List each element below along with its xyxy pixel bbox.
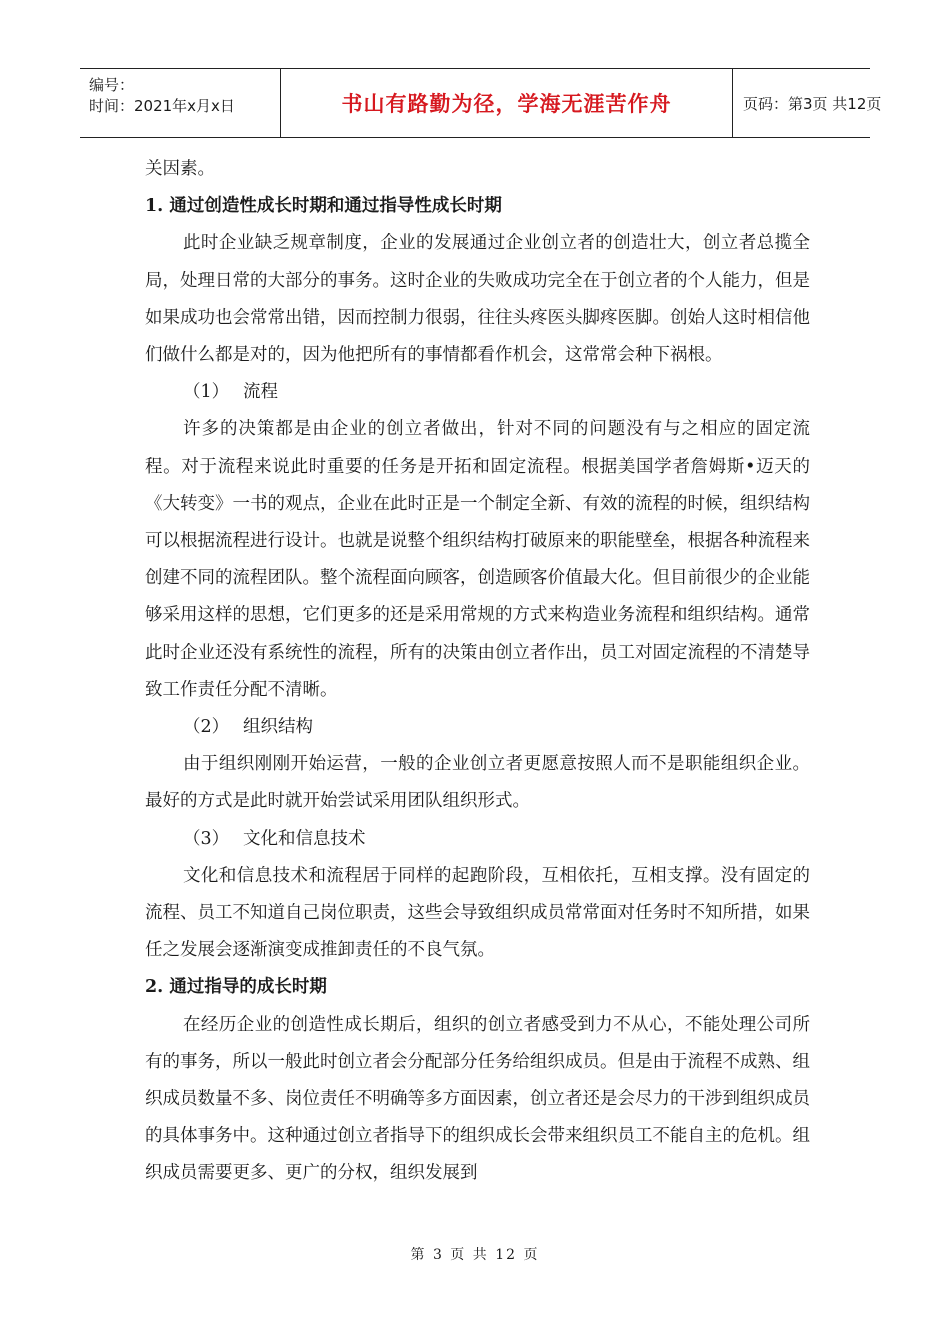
page-footer: 第 3 页 共 12 页 (410, 1247, 540, 1263)
subsection-3-number: （3） (183, 828, 230, 849)
header-meta (80, 69, 280, 137)
section-1-heading: 1. 通过创造性成长时期和通过指导性成长时期 (145, 196, 502, 217)
section-2-paragraph: 在经历企业的创造性成长期后，组织的创立者感受到力不从心，不能处理公司所有的事务，所以一般此时创立者会分配部分任务给组织成员。但是由于流程不成熟、组织成员数量不多、岗位责任不明确等多方面因素，创立者还是会尽力的干涉到组织成员的具体事务中。这种通过创立者指导下的组织成长会带来组织员工不能自主的危机。组织成员需要更多、更广的分权，组织发展到 (145, 1014, 810, 1184)
intro-tail-text: 关因素。 (145, 159, 215, 179)
document-body (145, 151, 810, 1193)
subsection-2-paragraph: 由于组织刚刚开始运营，一般的企业创立者更愿意按照人而不是职能组织企业。最好的方式是此时就开始尝试采用团队组织形式。 (145, 754, 810, 812)
subsection-2-title: 组织结构 (243, 717, 313, 738)
document-header (80, 68, 882, 138)
section-1-paragraph: 此时企业缺乏规章制度，企业的发展通过企业创立者的创造壮大，创立者总揽全局，处理日常的大部分的事务。这时企业的失败成功完全在于创立者的个人能力，但是如果成功也会常常出错，因而控制力很弱，往往头疼医头脚疼医脚。创始人这时相信他们做什么都是对的，因为他把所有的事情都看作机会，这常常会种下祸根。 (145, 233, 810, 366)
subsection-1-number: （1） (183, 382, 230, 403)
section-2-heading: 2. 通过指导的成长时期 (145, 977, 327, 998)
header-number-label: 编号： (89, 76, 135, 94)
subsection-1-paragraph: 许多的决策都是由企业的创立者做出，针对不同的问题没有与之相应的固定流程。对于流程来说此时重要的任务是开拓和固定流程。根据美国学者詹姆斯•迈天的《大转变》一书的观点，企业在此时正是一个制定全新、有效的流程的时候，组织结构可以根据流程进行设计。也就是说整个组织结构打破原来的职能壁垒，根据各种流程来创建不同的流程团队。整个流程面向顾客，创造顾客价值最大化。但目前很少的企业能够采用这样的思想，它们更多的还是采用常规的方式来构造业务流程和组织结构。通常此时企业还没有系统性的流程，所有的决策由创立者作出，员工对固定流程的不清楚导致工作责任分配不清晰。 (145, 419, 810, 700)
subsection-1-heading (145, 374, 810, 411)
subsection-2-number: （2） (183, 717, 230, 738)
subsection-3-paragraph: 文化和信息技术和流程居于同样的起跑阶段，互相依托，互相支撑。没有固定的流程、员工不知道自己岗位职责，这些会导致组织成员常常面对任务时不知所措，如果任之发展会逐渐演变成推卸责任的不良气氛。 (145, 865, 810, 961)
subsection-1-title: 流程 (243, 382, 278, 403)
header-page-info: 页码：第3页 共12页 (743, 94, 882, 113)
header-motto: 书山有路勤为径，学海无涯苦作舟 (280, 69, 733, 137)
header-time-label: 时间：2021年x月x日 (89, 97, 235, 115)
subsection-3-title: 文化和信息技术 (243, 828, 366, 849)
subsection-2-heading (145, 709, 810, 746)
subsection-3-heading (145, 821, 810, 858)
